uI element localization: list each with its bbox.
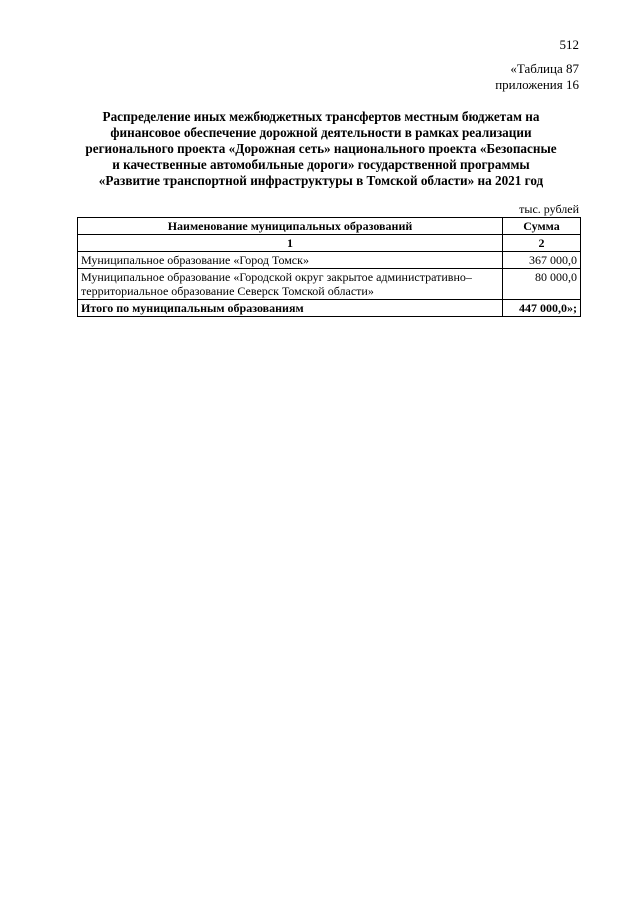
total-row bbox=[78, 300, 581, 317]
title-line: регионального проекта «Дорожная сеть» национального проекта «Безопасные bbox=[85, 141, 557, 156]
municipality-name: Муниципальное образование «Город Томск» bbox=[78, 252, 503, 269]
column-number-row bbox=[78, 235, 581, 252]
caption-line: приложения 16 bbox=[495, 77, 579, 92]
column-number-1: 1 bbox=[78, 235, 503, 252]
header-amount: Сумма bbox=[503, 218, 581, 235]
column-number-2: 2 bbox=[503, 235, 581, 252]
total-amount: 447 000,0»; bbox=[503, 300, 581, 317]
header-municipality: Наименование муниципальных образований bbox=[78, 218, 503, 235]
amount-value: 80 000,0 bbox=[503, 269, 581, 300]
table-caption bbox=[495, 61, 579, 93]
title-line: финансовое обеспечение дорожной деятельности в рамках реализации bbox=[110, 125, 532, 140]
page-number: 512 bbox=[559, 37, 579, 52]
total-label: Итого по муниципальным образованиям bbox=[78, 300, 503, 317]
title-line: «Развитие транспортной инфраструктуры в Томской области» на 2021 год bbox=[98, 173, 544, 188]
table-row bbox=[78, 252, 581, 269]
transfers-table bbox=[77, 217, 581, 317]
caption-line: «Таблица 87 bbox=[510, 61, 579, 76]
table-row bbox=[78, 269, 581, 300]
title-line: и качественные автомобильные дороги» государственной программы bbox=[112, 157, 530, 172]
table-header-row bbox=[78, 218, 581, 235]
title-line: Распределение иных межбюджетных трансфертов местным бюджетам на bbox=[102, 109, 540, 124]
amount-value: 367 000,0 bbox=[503, 252, 581, 269]
document-title bbox=[62, 109, 580, 189]
units-label: тыс. рублей bbox=[519, 202, 579, 216]
municipality-name: Муниципальное образование «Городской округ закрытое административно–территориальное образование Северск Томской области» bbox=[78, 269, 503, 300]
